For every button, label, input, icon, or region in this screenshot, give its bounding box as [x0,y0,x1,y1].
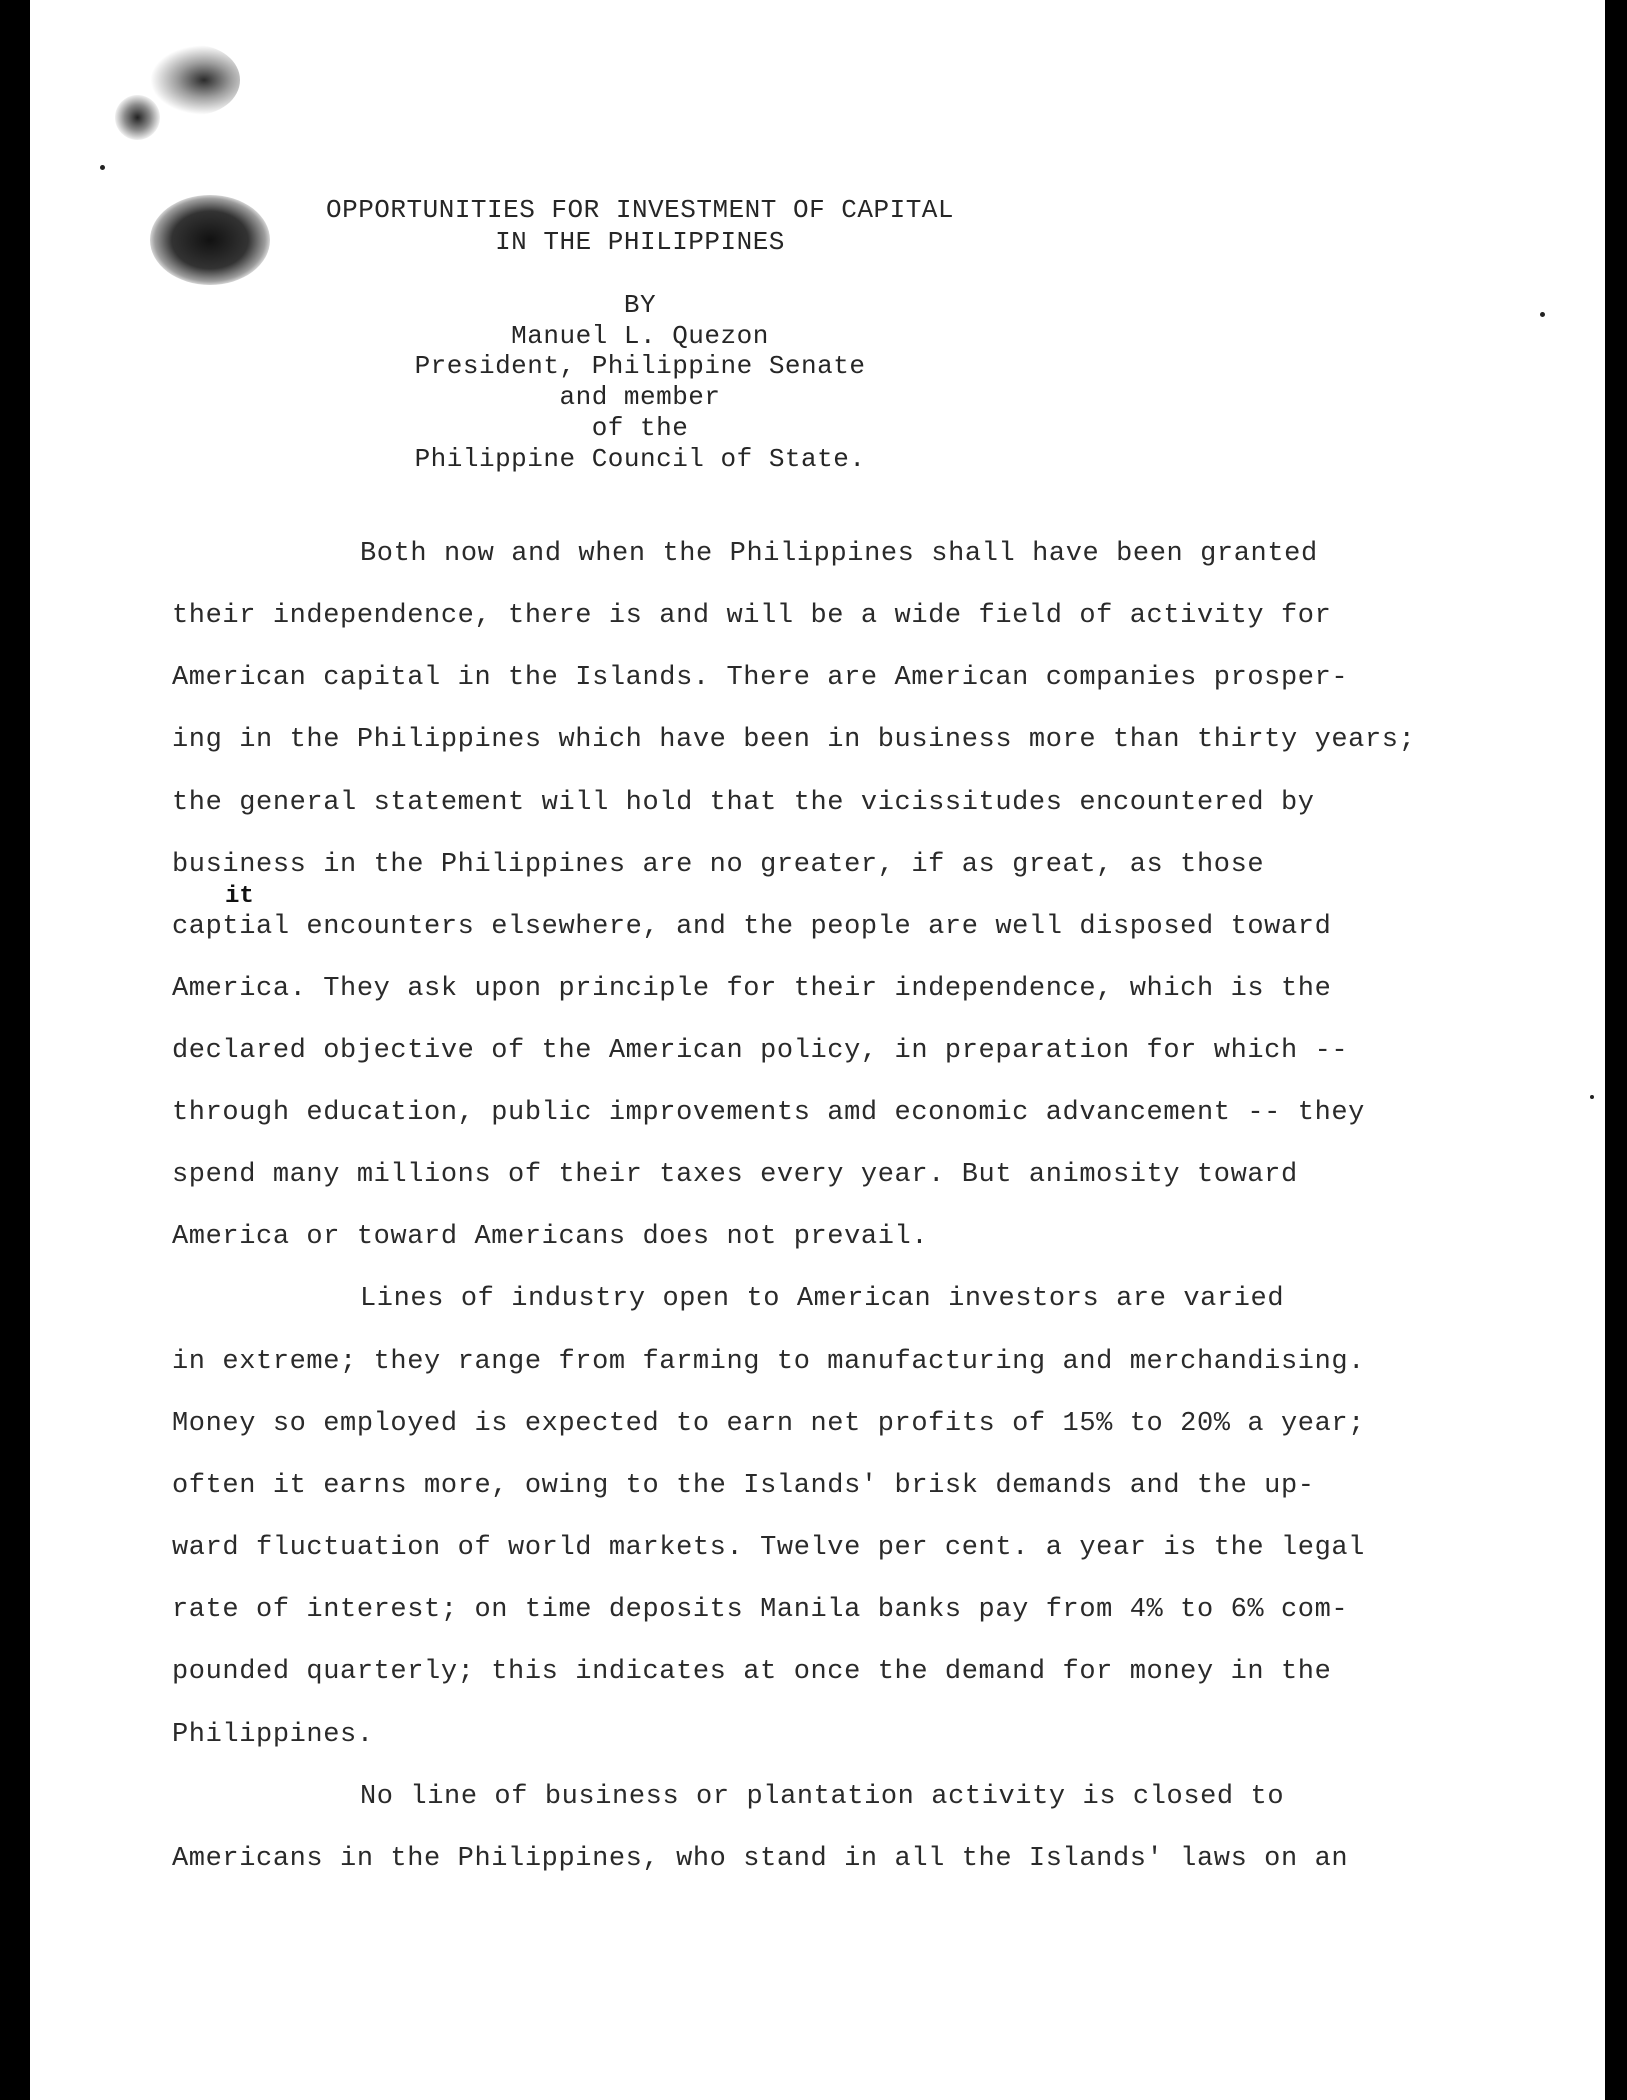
paragraph-1-line: Both now and when the Philippines shall have been granted [360,539,1318,569]
paragraph-1-line: America. They ask upon principle for their independence, which is the [172,974,1332,1004]
paragraph-1-line: declared objective of the American policy, in preparation for which -- [172,1036,1349,1066]
paragraph-1-line: business in the Philippines are no greater, if as great, as those [172,850,1265,880]
paragraph-2-line: ward fluctuation of world markets. Twelve per cent. a year is the legal [172,1533,1365,1563]
paragraph-2-line: Philippines. [172,1720,374,1750]
paragraph-1-line: American capital in the Islands. There are American companies prosper- [172,663,1349,693]
paragraph-1-line: their independence, there is and will be a wide field of activity for [172,601,1332,631]
paragraph-2-line: Lines of industry open to American investors are varied [360,1284,1285,1314]
paragraph-2-line: Money so employed is expected to earn net profits of 15% to 20% a year; [172,1409,1365,1439]
title-line-1: OPPORTUNITIES FOR INVESTMENT OF CAPITAL [326,195,954,225]
paragraph-2-line: often it earns more, owing to the Islands' brisk demands and the up- [172,1471,1315,1501]
document-page [30,0,1605,2100]
author-title: and member [559,382,721,412]
paragraph-1-line: captial encounters elsewhere, and the people are well disposed toward [172,912,1332,942]
byline: BY [623,290,657,320]
paragraph-3-line: Americans in the Philippines, who stand in all the Islands' laws on an [172,1844,1349,1874]
author-title: of the [591,413,689,443]
ink-smudge [150,45,240,115]
paragraph-2-line: in extreme; they range from farming to manufacturing and merchandising. [172,1347,1365,1377]
ink-speck [100,165,105,170]
author-title: Philippine Council of State. [414,444,866,474]
ink-speck [1590,1095,1594,1099]
author-title: President, Philippine Senate [414,351,866,381]
paragraph-1-line: through education, public improvements amd economic advancement -- they [172,1098,1365,1128]
title-line-2: IN THE PHILIPPINES [495,227,785,257]
paragraph-2-line: rate of interest; on time deposits Manila banks pay from 4% to 6% com- [172,1595,1349,1625]
paragraph-2-line: pounded quarterly; this indicates at once the demand for money in the [172,1657,1332,1687]
paragraph-3-line: No line of business or plantation activity is closed to [360,1782,1285,1812]
paragraph-1-line: ing in the Philippines which have been in business more than thirty years; [172,725,1416,755]
paragraph-1-line: America or toward Americans does not prevail. [172,1222,929,1252]
author-name: Manuel L. Quezon [511,321,769,351]
paragraph-1-line: spend many millions of their taxes every year. But animosity toward [172,1160,1298,1190]
paragraph-1-line: the general statement will hold that the vicissitudes encountered by [172,788,1315,818]
ink-speck [1540,312,1545,317]
ink-smudge [115,95,160,140]
handwritten-correction: it [225,883,254,910]
